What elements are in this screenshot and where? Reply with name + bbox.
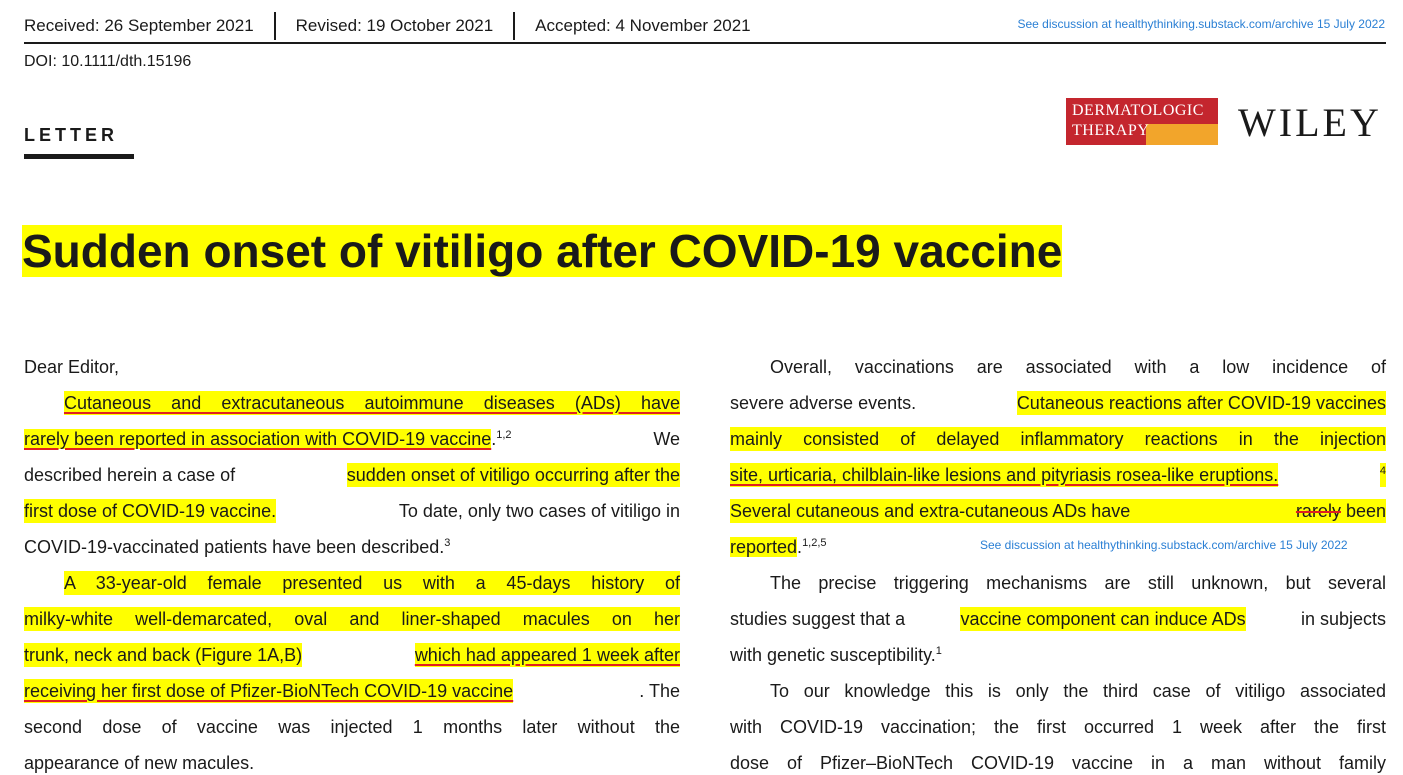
paragraph-line: milky-white well-demarcated, oval and liner-shaped macules on her xyxy=(24,609,680,629)
paragraph-line: second dose of vaccine was injected 1 months later without the xyxy=(24,717,680,737)
paragraph-line: severe adverse events. Cutaneous reactions after COVID-19 vaccines xyxy=(730,393,1386,413)
paragraph-line: receiving her first dose of Pfizer-BioNTech COVID-19 vaccine . The xyxy=(24,681,680,701)
divider xyxy=(513,12,515,40)
header-rule xyxy=(24,42,1386,44)
paragraph-line: Cutaneous and extracutaneous autoimmune diseases (ADs) have xyxy=(64,393,680,413)
paragraph-line: first dose of COVID-19 vaccine. To date, only two cases of vitiligo in xyxy=(24,501,680,521)
publisher-logo: WILEY xyxy=(1238,100,1382,145)
journal-logo xyxy=(1066,98,1218,145)
paragraph-line: COVID-19-vaccinated patients have been described.$^3$ xyxy=(24,537,451,557)
received-date: Received: 26 September 2021 xyxy=(24,16,254,35)
paragraph-line: mainly consisted of delayed inflammatory reactions in the injection xyxy=(730,429,1386,449)
article-dates xyxy=(24,13,751,39)
salutation: Dear Editor, xyxy=(24,357,120,377)
journal-name-line2: THERAPY xyxy=(1072,122,1150,139)
revised-date: Revised: 19 October 2021 xyxy=(295,16,494,35)
title-text: Sudden onset of vitiligo after COVID-19 vaccine xyxy=(22,225,1063,277)
paragraph-line: Several cutaneous and extra-cutaneous ADs have rarely been xyxy=(730,501,1386,521)
paragraph-line: with COVID-19 vaccination; the first occurred 1 week after the first xyxy=(730,717,1386,737)
paragraph-line: reported.$^{1,2,5}$ xyxy=(730,537,827,557)
paragraph-line: site, urticaria, chilblain-like lesions and pityriasis rosea-like eruptions. $^4$ xyxy=(730,465,1386,485)
discussion-note: See discussion at healthythinking.substack.com/archive 15 July 2022 xyxy=(980,538,1348,552)
paragraph-line: A 33-year-old female presented us with a 45-days history of xyxy=(64,573,680,593)
paragraph-line: dose of Pfizer–BioNTech COVID-19 vaccine in a man without family xyxy=(730,753,1386,773)
paragraph-line: Overall, vaccinations are associated with a low incidence of xyxy=(770,357,1386,377)
divider xyxy=(274,12,276,40)
doi: DOI: 10.1111/dth.15196 xyxy=(24,53,192,70)
paragraph-line: appearance of new macules. xyxy=(24,753,255,773)
paragraph-line: with genetic susceptibility.$^1$ xyxy=(730,645,942,665)
paragraph-line: trunk, neck and back (Figure 1A,B) which had appeared 1 week after xyxy=(24,645,680,665)
discussion-note: See discussion at healthythinking.substack.com/archive 15 July 2022 xyxy=(1017,17,1385,31)
paragraph-line: rarely been reported in association with COVID-19 vaccine.$^{1,2}$ We xyxy=(24,429,680,449)
paragraph-line: studies suggest that a vaccine component can induce ADs in subjects xyxy=(730,609,1386,629)
article-title xyxy=(22,224,1062,278)
article-type-label: LETTER xyxy=(24,125,118,145)
paragraph-line: described herein a case of sudden onset of vitiligo occurring after the xyxy=(24,465,680,485)
paragraph-line: To our knowledge this is only the third case of vitiligo associated xyxy=(770,681,1386,701)
journal-name-line1: DERMATOLOGIC xyxy=(1072,102,1204,119)
paragraph-line: The precise triggering mechanisms are still unknown, but several xyxy=(770,573,1386,593)
accepted-date: Accepted: 4 November 2021 xyxy=(535,16,751,35)
label-underline xyxy=(24,154,134,159)
